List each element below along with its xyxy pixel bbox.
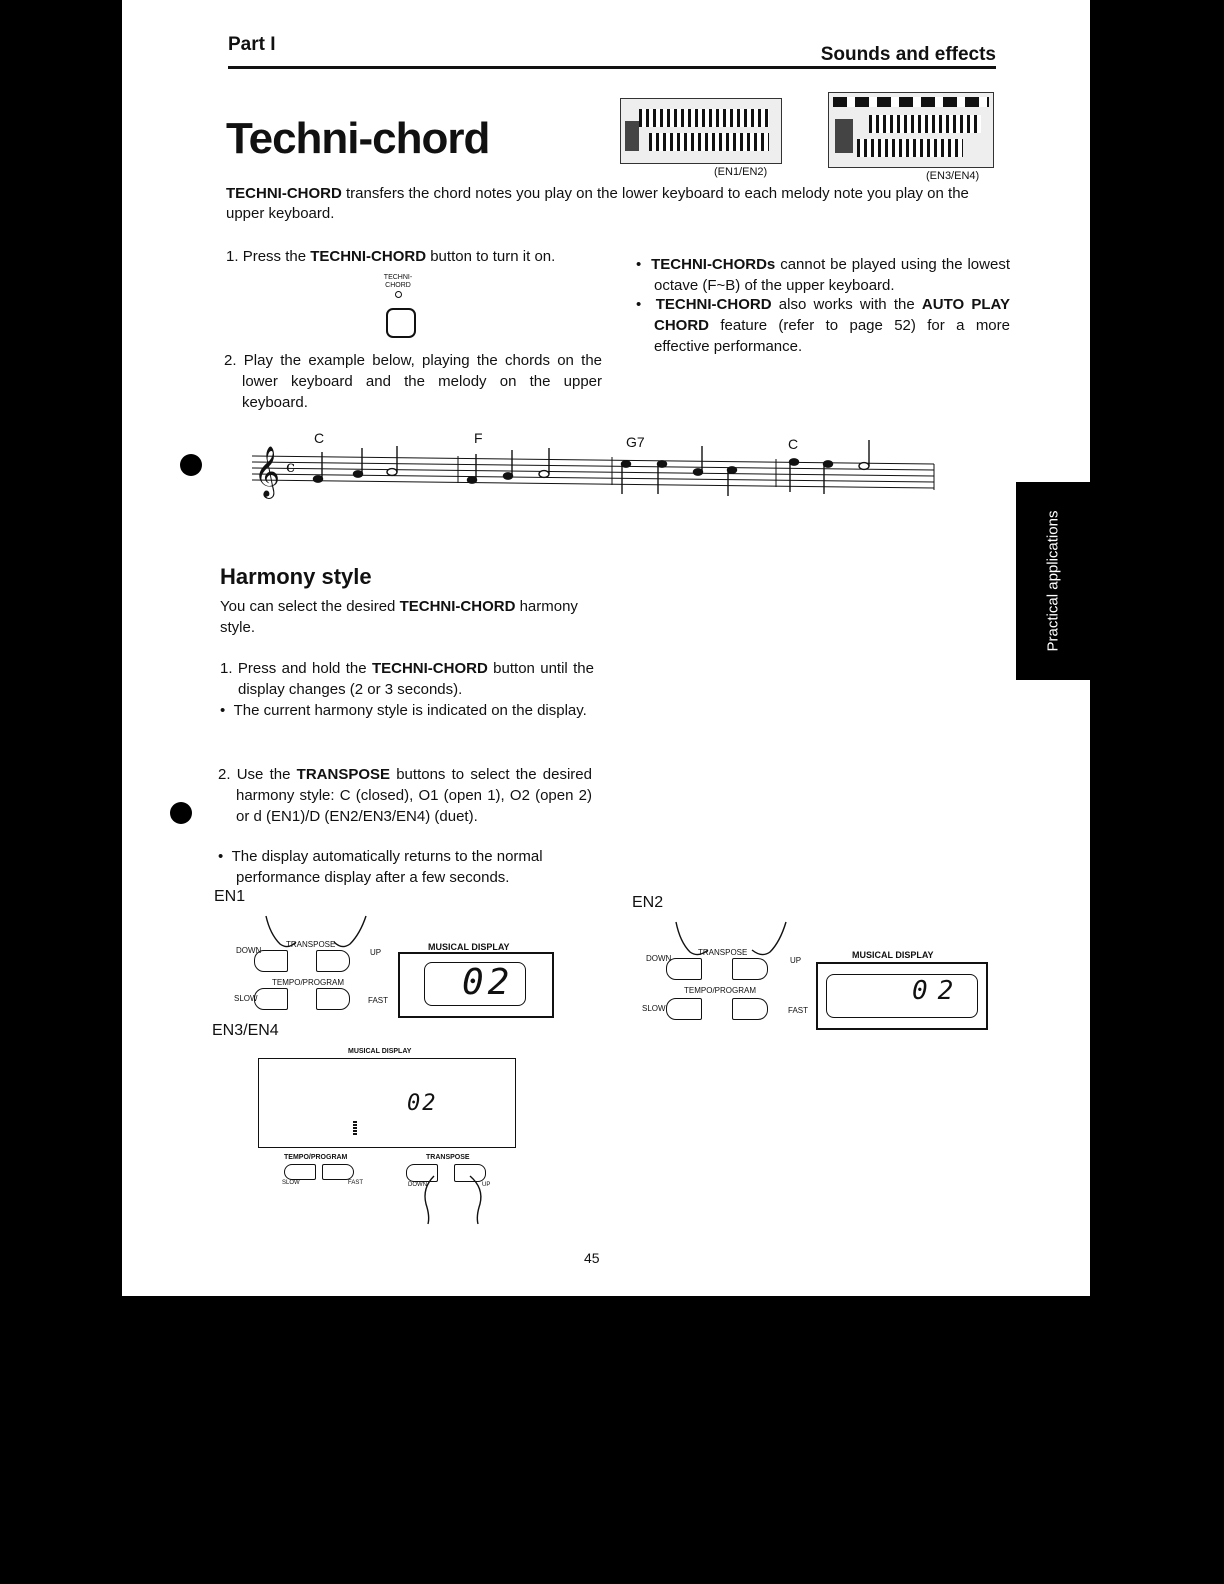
step-2-number: 2. xyxy=(224,352,237,369)
page-title: Techni-chord xyxy=(226,114,490,163)
punch-hole xyxy=(170,802,192,824)
harmony-step-1-number: 1. xyxy=(220,660,233,677)
note-2-bold-1: TECHNI-CHORD xyxy=(655,296,772,313)
harmony-step-2-number: 2. xyxy=(218,766,231,783)
section-label: Sounds and effects xyxy=(820,44,996,65)
transpose-label: TRANSPOSE xyxy=(426,1154,470,1161)
fast-label: FAST xyxy=(788,1006,809,1015)
harmony-step-2 xyxy=(218,764,592,827)
tempo-slow-button[interactable] xyxy=(254,988,288,1010)
note-head xyxy=(859,463,869,470)
note-head xyxy=(790,459,799,465)
button-label-line2: CHORD xyxy=(385,282,411,289)
side-tab xyxy=(1016,482,1090,680)
harmony-step-2-bold: TRANSPOSE xyxy=(296,766,391,783)
down-label: DOWN xyxy=(236,946,262,955)
transpose-up-button[interactable] xyxy=(732,958,768,980)
note-head xyxy=(622,461,631,467)
harmony-intro xyxy=(220,596,580,638)
en1-musical-display xyxy=(398,952,554,1018)
tempo-slow-button[interactable] xyxy=(284,1164,316,1180)
up-label: UP xyxy=(790,956,802,965)
note-head xyxy=(387,469,397,476)
en2-label: EN2 xyxy=(632,894,664,911)
common-time-icon: c xyxy=(286,457,295,476)
keyboard-image-en1-en2 xyxy=(620,98,782,164)
level-meter-icon xyxy=(353,1121,357,1135)
note-head xyxy=(694,469,703,475)
finger-press-icon xyxy=(262,914,372,954)
transpose-down-button[interactable] xyxy=(666,958,702,980)
musical-display-label: MUSICAL DISPLAY xyxy=(852,950,934,960)
slow-label: SLOW xyxy=(282,1180,300,1186)
musical-display-label: MUSICAL DISPLAY xyxy=(348,1048,412,1055)
note-2-bold-2: AUTO PLAY CHORD xyxy=(654,296,1010,334)
step-1-text-post: button to turn it on. xyxy=(426,248,556,265)
harmony-step-2-pre: Use the xyxy=(236,766,297,783)
step-1-bold: TECHNI-CHORD xyxy=(310,248,427,265)
manual-page xyxy=(122,0,1090,1296)
display-readout: 02 xyxy=(462,962,514,1003)
keyboard-image-en3-en4 xyxy=(828,92,994,168)
step-2 xyxy=(224,350,602,413)
display-readout: 02 xyxy=(912,976,964,1006)
page-number: 45 xyxy=(584,1250,600,1266)
note-1: • TECHNI-CHORDs cannot be played using the lowest octave (F~B) of the upper keyboard. xyxy=(636,256,1010,294)
chord-symbol-4: C xyxy=(788,436,799,452)
step-1 xyxy=(226,246,586,267)
harmony-bullet-2-text: The display automatically returns to the normal performance display after a few seconds. xyxy=(231,848,543,886)
button-label-line1: TECHNI- xyxy=(383,274,413,281)
note-head xyxy=(539,471,549,478)
caption-en1-en2: (EN1/EN2) xyxy=(714,166,768,178)
caption-en3-en4: (EN3/EN4) xyxy=(926,170,980,182)
intro-bold: TECHNI-CHORD xyxy=(226,185,342,202)
harmony-step-1-post: button until the display changes (2 or 3 seconds). xyxy=(238,660,594,698)
en3-en4-label: EN3/EN4 xyxy=(212,1022,279,1039)
harmony-intro-post: harmony style. xyxy=(220,598,578,636)
note-1-bold: TECHNI-CHORDs xyxy=(651,256,776,273)
note-2-text-1: also works with the xyxy=(771,296,922,313)
step-2-text: Play the example below, playing the chords on the lower keyboard and the melody on the upper keyboard. xyxy=(242,352,603,411)
tempo-fast-button[interactable] xyxy=(732,998,768,1020)
music-staff xyxy=(252,436,942,500)
tempo-program-label: TEMPO/PROGRAM xyxy=(272,978,345,987)
en3-en4-tempo-panel xyxy=(278,1152,374,1192)
transpose-label: TRANSPOSE xyxy=(286,940,336,949)
harmony-step-1-bold: TECHNI-CHORD xyxy=(371,660,488,677)
tempo-program-label: TEMPO/PROGRAM xyxy=(284,1154,348,1161)
tempo-fast-button[interactable] xyxy=(316,988,350,1010)
note-1-text: cannot be played using the lowest octave (F~B) of the upper keyboard. xyxy=(654,256,1010,294)
techni-chord-button-icon xyxy=(386,308,416,338)
tempo-slow-button[interactable] xyxy=(666,998,702,1020)
chord-symbol-1: C xyxy=(314,430,325,446)
down-label: DOWN xyxy=(408,1182,427,1188)
harmony-heading: Harmony style xyxy=(220,564,372,589)
harmony-step-2-post: buttons to select the desired harmony style: C (closed), O1 (open 1), O2 (open 2) or d (EN1)/D (EN2/EN3/EN4) (duet). xyxy=(236,766,592,825)
note-head xyxy=(314,476,323,482)
fast-label: FAST xyxy=(348,1180,364,1186)
slow-label: SLOW xyxy=(642,1004,666,1013)
en1-label: EN1 xyxy=(214,888,246,905)
up-label: UP xyxy=(482,1182,491,1188)
note-head xyxy=(504,473,513,479)
down-label: DOWN xyxy=(646,954,672,963)
side-tab-label: Practical applications xyxy=(1044,510,1062,652)
tempo-fast-button[interactable] xyxy=(322,1164,354,1180)
chord-symbol-3: G7 xyxy=(626,434,645,450)
chord-symbol-2: F xyxy=(474,430,483,446)
note-2: • TECHNI-CHORD also works with the AUTO PLAY CHORD feature (refer to page 52) for a more effective performance. xyxy=(636,296,1010,355)
techni-chord-button-label xyxy=(378,274,418,298)
slow-label: SLOW xyxy=(234,994,258,1003)
harmony-step-1 xyxy=(220,658,594,700)
button-led-icon xyxy=(395,291,402,298)
header-rule xyxy=(228,66,996,69)
harmony-step-1-pre: Press and hold the xyxy=(237,660,372,677)
note-head xyxy=(728,467,737,473)
intro-text: transfers the chord notes you play on the lower keyboard to each melody note you play on the upper keyboard. xyxy=(226,185,969,222)
transpose-label: TRANSPOSE xyxy=(698,948,748,957)
finger-press-icon xyxy=(408,1174,498,1226)
tempo-program-label: TEMPO/PROGRAM xyxy=(684,986,757,995)
fast-label: FAST xyxy=(368,996,389,1005)
harmony-bullet-1: • The current harmony style is indicated on the display. xyxy=(220,702,587,719)
harmony-intro-bold: TECHNI-CHORD xyxy=(399,598,516,615)
harmony-intro-pre: You can select the desired xyxy=(220,598,400,615)
punch-hole xyxy=(180,454,202,476)
en3-en4-transpose-panel xyxy=(392,1152,512,1228)
treble-clef-icon: 𝄞 xyxy=(254,446,281,497)
en3-en4-musical-display xyxy=(258,1058,516,1148)
display-readout: 02 xyxy=(407,1091,438,1116)
part-label: Part I xyxy=(228,34,276,55)
up-label: UP xyxy=(370,948,382,957)
intro-paragraph xyxy=(226,184,996,224)
note-2-text-2: feature (refer to page 52) for a more effective performance. xyxy=(654,317,1010,355)
en1-control-panel xyxy=(232,914,392,1014)
note-head xyxy=(354,471,363,477)
step-1-text-pre: Press the xyxy=(242,248,311,265)
note-head xyxy=(658,461,667,467)
note-head xyxy=(824,461,833,467)
step-1-number: 1. xyxy=(226,248,239,265)
note-head xyxy=(468,477,477,483)
harmony-bullet-1-text: The current harmony style is indicated on the display. xyxy=(233,702,587,719)
finger-press-icon xyxy=(672,920,792,960)
en2-musical-display xyxy=(816,962,988,1030)
musical-display-label: MUSICAL DISPLAY xyxy=(428,942,510,952)
en2-control-panel xyxy=(642,920,812,1024)
harmony-bullet-2: • The display automatically returns to the normal performance display after a few seconds. xyxy=(218,848,543,886)
